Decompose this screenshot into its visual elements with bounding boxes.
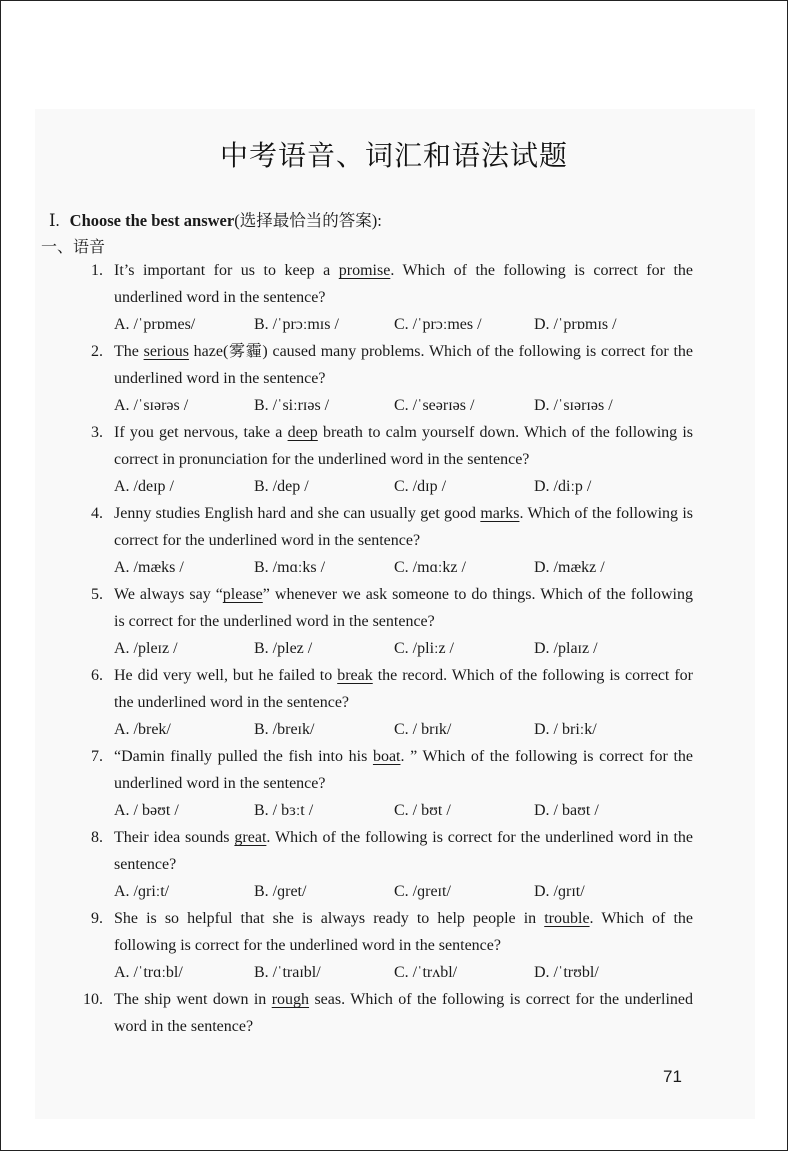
section-heading-en: Choose the best answer bbox=[69, 211, 235, 230]
question-item bbox=[77, 419, 693, 500]
answer-option: A. /ˈtrɑːbl/ bbox=[114, 964, 183, 981]
question-text-after: . Which of the following is correct for the underlined word in the sentence? bbox=[114, 505, 694, 549]
underlined-word: please bbox=[222, 586, 263, 603]
answer-option: C. /mɑːkz / bbox=[394, 559, 466, 576]
answer-option: C. /dɪp / bbox=[394, 478, 447, 495]
question-text-before: “Damin finally pulled the fish into his bbox=[114, 748, 373, 765]
answer-option: A. /deɪp / bbox=[114, 478, 174, 495]
question-item bbox=[77, 824, 693, 905]
question-text bbox=[114, 905, 693, 959]
underlined-word: marks bbox=[480, 505, 520, 522]
answer-options bbox=[114, 311, 693, 338]
question-text bbox=[114, 824, 693, 878]
answer-option: B. /mɑːks / bbox=[254, 559, 326, 576]
question-text-after: . Which of the following is correct for the underlined word in the sentence? bbox=[114, 262, 694, 306]
question-item bbox=[77, 743, 693, 824]
answer-options bbox=[114, 554, 693, 581]
section-number: Ⅰ. bbox=[49, 211, 60, 230]
answer-option: D. /mækz / bbox=[534, 559, 605, 576]
answer-options bbox=[114, 635, 693, 662]
answer-option: D. / briːk/ bbox=[534, 721, 597, 738]
answer-options bbox=[114, 473, 693, 500]
question-text-after: . Which of the following is correct for the underlined word in the sentence? bbox=[114, 829, 694, 873]
section-heading-cn: (选择最恰当的答案): bbox=[234, 211, 382, 230]
question-number: 10. bbox=[83, 991, 103, 1008]
answer-option: B. / bɜːt / bbox=[254, 802, 314, 819]
question-item bbox=[77, 500, 693, 581]
answer-option: A. / bəʊt / bbox=[114, 802, 179, 819]
answer-option: A. /ɡriːt/ bbox=[114, 883, 170, 900]
answer-option: B. /ˈsiːrɪəs / bbox=[254, 397, 330, 414]
answer-option: A. /ˈsɪərəs / bbox=[114, 397, 189, 414]
answer-option: B. /ˈtraɪbl/ bbox=[254, 964, 321, 981]
answer-option: D. /ˈtrʊbl/ bbox=[534, 964, 599, 981]
answer-options bbox=[114, 878, 693, 905]
answer-options bbox=[114, 392, 693, 419]
question-text-before: She is so helpful that she is always ready to help people in bbox=[114, 910, 545, 927]
answer-option: C. /ˈseərɪəs / bbox=[394, 397, 475, 414]
question-text-before: It’s important for us to keep a bbox=[114, 262, 339, 279]
question-item bbox=[77, 662, 693, 743]
answer-option: D. /plaɪz / bbox=[534, 640, 598, 657]
answer-option: A. /ˈprɒmes/ bbox=[114, 316, 196, 333]
question-text-after: . ” Which of the following is correct for the underlined word in the sentence? bbox=[114, 748, 693, 792]
question-item bbox=[77, 905, 693, 986]
question-number: 6. bbox=[91, 667, 103, 684]
answer-option: C. / bʊt / bbox=[394, 802, 451, 819]
question-text-before: Jenny studies English hard and she can usually get good bbox=[114, 505, 481, 522]
question-text-before: Their idea sounds bbox=[114, 829, 235, 846]
question-text-after: . Which of the following is correct for the underlined word in the sentence? bbox=[114, 910, 694, 954]
question-number: 7. bbox=[91, 748, 103, 765]
question-text bbox=[114, 743, 693, 797]
question-text-after: the record. Which of the following is correct for the underlined word in the sentence? bbox=[114, 667, 693, 711]
question-number: 3. bbox=[91, 424, 103, 441]
answer-option: A. /brek/ bbox=[114, 721, 171, 738]
answer-option: A. /pleɪz / bbox=[114, 640, 178, 657]
question-number: 4. bbox=[91, 505, 103, 522]
question-text bbox=[114, 581, 693, 635]
answer-option: B. /breɪk/ bbox=[254, 721, 315, 738]
answer-option: C. /ˈtrʌbl/ bbox=[394, 964, 458, 981]
underlined-word: serious bbox=[143, 343, 189, 360]
page-number: 71 bbox=[663, 1067, 682, 1086]
question-item bbox=[77, 257, 693, 338]
question-number: 2. bbox=[91, 343, 103, 360]
answer-option: B. /ɡret/ bbox=[254, 883, 307, 900]
answer-option: C. /pliːz / bbox=[394, 640, 454, 657]
question-text-before: He did very well, but he failed to bbox=[114, 667, 338, 684]
answer-options bbox=[114, 797, 693, 824]
answer-option: D. / baʊt / bbox=[534, 802, 599, 819]
underlined-word: great bbox=[234, 829, 267, 846]
question-text-after: haze(雾霾) caused many problems. Which of the following is correct for the underlined word in the sentence? bbox=[114, 343, 693, 387]
underlined-word: break bbox=[337, 667, 373, 684]
question-text-after: ” whenever we ask someone to do things. Which of the following is correct for the underlined word in the sentence? bbox=[114, 586, 693, 630]
answer-option: D. /diːp / bbox=[534, 478, 592, 495]
answer-option: A. /mæks / bbox=[114, 559, 184, 576]
question-item bbox=[77, 581, 693, 662]
question-text-before: The ship went down in bbox=[114, 991, 272, 1008]
question-text-before: We always say “ bbox=[114, 586, 223, 603]
answer-option: C. /ˈprɔːmes / bbox=[394, 316, 482, 333]
answer-option: D. /ɡrɪt/ bbox=[534, 883, 585, 900]
question-text bbox=[114, 419, 693, 473]
underlined-word: trouble bbox=[544, 910, 590, 927]
question-text bbox=[114, 662, 693, 716]
underlined-word: promise bbox=[338, 262, 391, 279]
answer-option: C. / brɪk/ bbox=[394, 721, 452, 738]
section-heading bbox=[49, 207, 382, 231]
question-number: 1. bbox=[91, 262, 103, 279]
question-item bbox=[77, 986, 693, 1040]
question-text-after: breath to calm yourself down. Which of the following is correct in pronunciation for the underlined word in the sentence? bbox=[114, 424, 694, 468]
subsection-heading: 一、语音 bbox=[41, 237, 106, 256]
answer-option: C. /ɡreɪt/ bbox=[394, 883, 451, 900]
question-text bbox=[114, 338, 693, 392]
answer-options bbox=[114, 959, 693, 986]
underlined-word: rough bbox=[271, 991, 310, 1008]
question-number: 9. bbox=[91, 910, 103, 927]
question-text bbox=[114, 986, 693, 1040]
page-title: 中考语音、词汇和语法试题 bbox=[219, 139, 568, 172]
question-text bbox=[114, 500, 693, 554]
underlined-word: boat bbox=[372, 748, 401, 765]
answer-options bbox=[114, 716, 693, 743]
answer-option: D. /ˈsɪərɪəs / bbox=[534, 397, 613, 414]
question-item bbox=[77, 338, 693, 419]
underlined-word: deep bbox=[287, 424, 318, 441]
question-text-before: If you get nervous, take a bbox=[114, 424, 288, 441]
answer-option: D. /ˈprɒmɪs / bbox=[534, 316, 617, 333]
question-list bbox=[77, 257, 693, 1040]
question-text bbox=[114, 257, 693, 311]
question-text-after: seas. Which of the following is correct for the underlined word in the sentence? bbox=[114, 991, 693, 1035]
question-number: 5. bbox=[91, 586, 103, 603]
question-text-before: The bbox=[114, 343, 144, 360]
answer-option: B. /dep / bbox=[254, 478, 309, 495]
answer-option: B. /plez / bbox=[254, 640, 313, 657]
question-number: 8. bbox=[91, 829, 103, 846]
answer-option: B. /ˈprɔːmɪs / bbox=[254, 316, 339, 333]
